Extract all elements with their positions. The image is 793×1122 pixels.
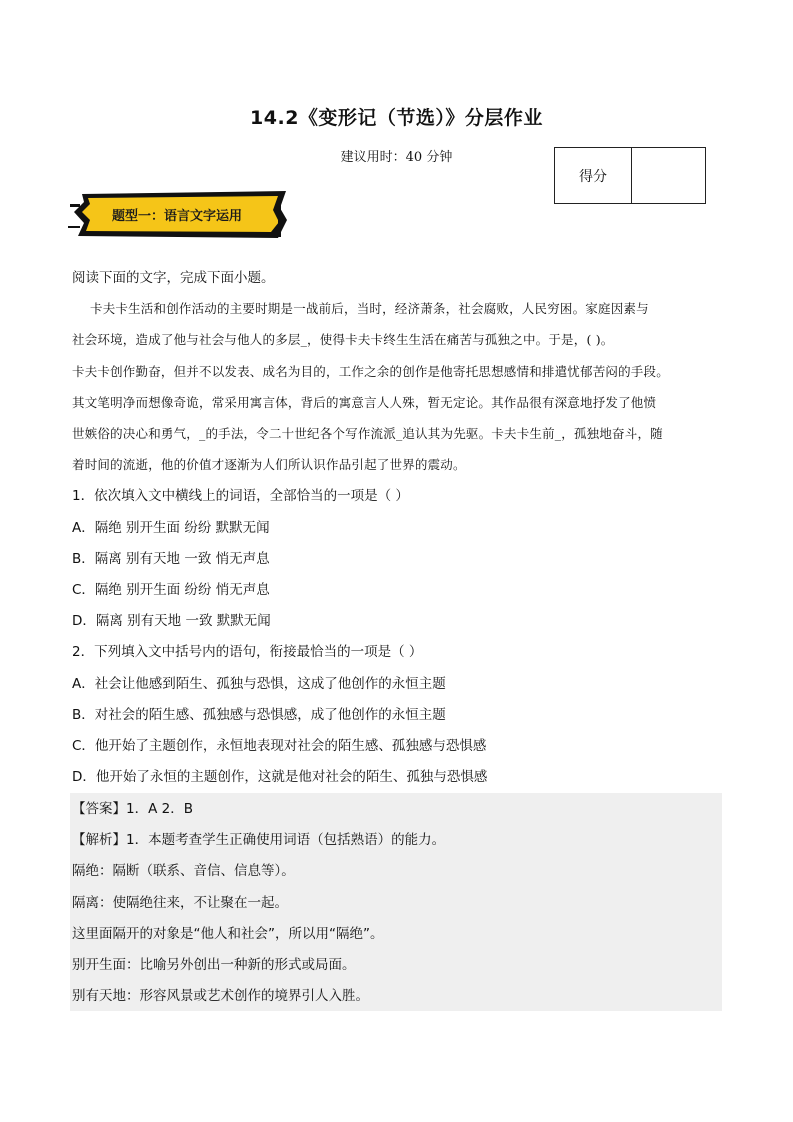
passage-line: 世嫉俗的决心和勇气，_的手法，令二十世纪各个写作流派_追认其为先驱。卡夫卡生前_，孤独地奋斗，随 (72, 426, 663, 441)
analysis-line: 这里面隔开的对象是“他人和社会”，所以用“隔绝”。 (72, 926, 384, 942)
option-item: D．隔离 别有天地 一致 默默无闻 (72, 613, 271, 629)
analysis-line: 别开生面：比喻另外创出一种新的形式或局面。 (72, 957, 356, 973)
option-item: B．隔离 别有天地 一致 悄无声息 (72, 551, 270, 567)
option-item: B．对社会的陌生感、孤独感与恐惧感，成了他创作的永恒主题 (72, 707, 446, 723)
option-item: A．隔绝 别开生面 纷纷 默默无闻 (72, 520, 270, 536)
answer-line: 【答案】1．A 2．B (72, 801, 193, 817)
question-stem: 1．依次填入文中横线上的词语，全部恰当的一项是（ ） (72, 488, 409, 504)
passage-line: 着时间的流逝，他的价值才逐渐为人们所认识作品引起了世界的震动。 (72, 457, 466, 472)
analysis-line: 【解析】1．本题考查学生正确使用词语（包括熟语）的能力。 (72, 832, 446, 848)
analysis-line: 隔绝：隔断（联系、音信、信息等）。 (72, 863, 295, 879)
passage-line: 其文笔明净而想像奇诡，常采用寓言体，背后的寓意言人人殊，暂无定论。其作品很有深意地抒发了他愤 (72, 395, 657, 410)
score-box (554, 147, 706, 204)
passage-line: 社会环境，造成了他与社会与他人的多层_，使得卡夫卡终生生活在痛苦与孤独之中。于是，( )。 (72, 332, 614, 347)
passage-line: 卡夫卡创作勤奋，但并不以发表、成名为目的，工作之余的创作是他寄托思想感情和排遣忧郁苦闷的手段。 (72, 364, 669, 379)
analysis-line: 隔离：使隔绝往来，不让聚在一起。 (72, 895, 288, 911)
instruction: 阅读下面的文字，完成下面小题。 (72, 270, 275, 286)
option-item: C．隔绝 别开生面 纷纷 悄无声息 (72, 582, 270, 598)
section-banner (68, 190, 290, 240)
question-stem: 2．下列填入文中括号内的语句，衔接最恰当的一项是（ ） (72, 644, 423, 660)
score-label: 得分 (555, 148, 632, 203)
score-value (632, 148, 705, 203)
option-item: A．社会让他感到陌生、孤独与恐惧，这成了他创作的永恒主题 (72, 676, 446, 692)
suggested-time: 建议用时：40 分钟 (340, 150, 453, 165)
option-item: D．他开始了永恒的主题创作，这就是他对社会的陌生、孤独与恐惧感 (72, 769, 488, 785)
option-item: C．他开始了主题创作，永恒地表现对社会的陌生感、孤独感与恐惧感 (72, 738, 487, 754)
document-title: 14.2《变形记（节选）》分层作业 (250, 107, 543, 129)
section-banner-label: 题型一：语言文字运用 (112, 209, 243, 224)
passage-line: 卡夫卡生活和创作活动的主要时期是一战前后，当时，经济萧条，社会腐败，人民穷困。家庭因素与 (90, 301, 649, 316)
analysis-line: 别有天地：形容风景或艺术创作的境界引人入胜。 (72, 988, 369, 1004)
